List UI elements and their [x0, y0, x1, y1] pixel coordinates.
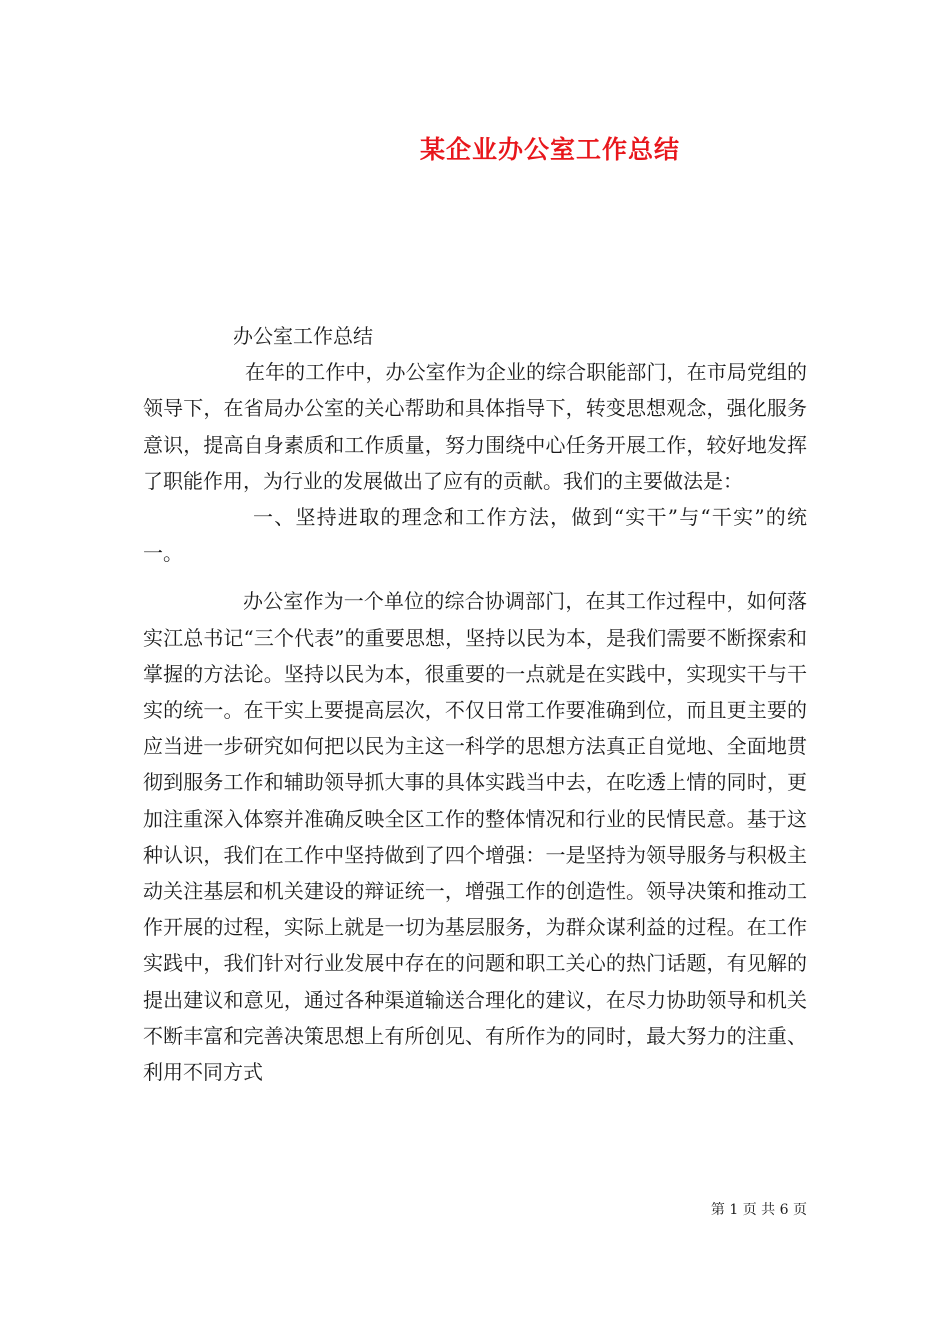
- document-title: 某企业办公室工作总结: [419, 135, 680, 164]
- section-heading: 一、坚持进取的理念和工作方法，做到“实干”与“干实”的统一。: [143, 505, 807, 566]
- intro-paragraph: 在年的工作中，办公室作为企业的综合职能部门，在市局党组的领导下，在省局办公室的关心帮助和具体指导下，转变思想观念，强化服务意识，提高自身素质和工作质量，努力围绕中心任务开展工作，较好地发挥了职能作用，为行业的发展做出了应有的贡献。我们的主要做法是：: [143, 360, 807, 493]
- document-body: [143, 318, 807, 1090]
- subheading: 办公室工作总结: [233, 324, 373, 348]
- section-body-paragraph: 办公室作为一个单位的综合协调部门，在其工作过程中，如何落实江总书记“三个代表”的重要思想，坚持以民为本，是我们需要不断探索和掌握的方法论。坚持以民为本，很重要的一点就是在实践中，实现实干与干实的统一。在干实上要提高层次，不仅日常工作要准确到位，而且更主要的应当进一步研究如何把以民为主这一科学的思想方法真正自觉地、全面地贯彻到服务工作和辅助领导抓大事的具体实践当中去，在吃透上情的同时，更加注重深入体察并准确反映全区工作的整体情况和行业的民情民意。基于这种认识，我们在工作中坚持做到了四个增强：一是坚持为领导服务与积极主动关注基层和机关建设的辩证统一，增强工作的创造性。领导决策和推动工作开展的过程，实际上就是一切为基层服务，为群众谋利益的过程。在工作实践中，我们针对行业发展中存在的问题和职工关心的热门话题，有见解的提出建议和意见，通过各种渠道输送合理化的建议，在尽力协助领导和机关不断丰富和完善决策思想上有所创见、有所作为的同时，最大努力的注重、利用不同方式: [143, 589, 807, 1085]
- page-footer: 第 1 页 共 6 页: [710, 1202, 807, 1218]
